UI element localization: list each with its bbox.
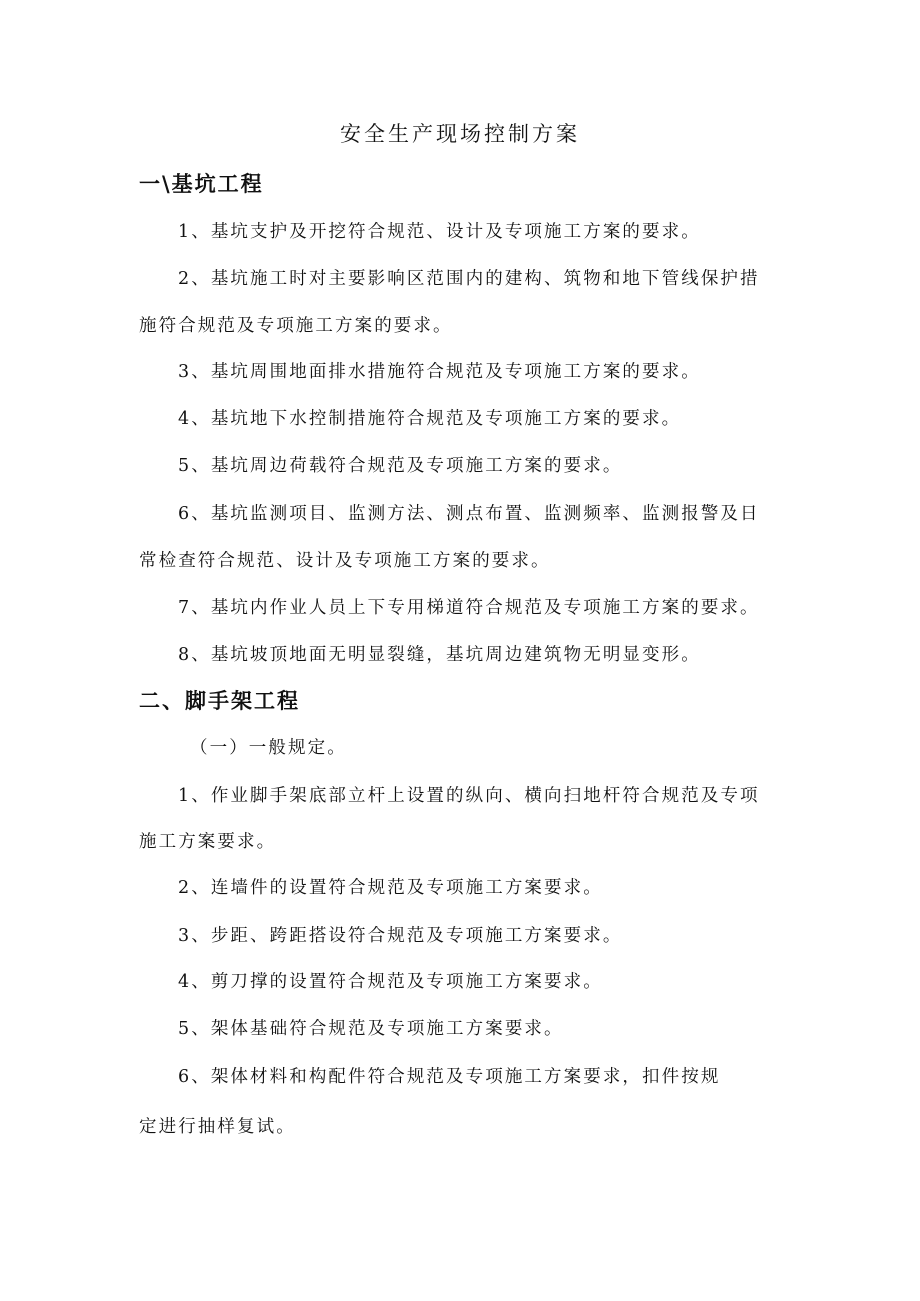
paragraph-line: 4、基坑地下水控制措施符合规范及专项施工方案的要求。 bbox=[178, 409, 682, 429]
paragraph-line: 施工方案要求。 bbox=[139, 832, 277, 852]
paragraph-line: 6、架体材料和构配件符合规范及专项施工方案要求，扣件按规 bbox=[178, 1067, 721, 1087]
paragraph-line: 8、基坑坡顶地面无明显裂缝，基坑周边建筑物无明显变形。 bbox=[178, 645, 701, 665]
paragraph-line: 常检查符合规范、设计及专项施工方案的要求。 bbox=[139, 551, 551, 571]
paragraph-line: 施符合规范及专项施工方案的要求。 bbox=[139, 316, 453, 336]
paragraph-line: 3、步距、跨距搭设符合规范及专项施工方案要求。 bbox=[178, 926, 623, 946]
paragraph-line: 6、基坑监测项目、监测方法、测点布置、监测频率、监测报警及日 bbox=[178, 504, 760, 524]
paragraph-line: 4、剪刀撑的设置符合规范及专项施工方案要求。 bbox=[178, 972, 603, 992]
section-heading-foundation-pit: 一\基坑工程 bbox=[139, 171, 264, 196]
paragraph-line: 定进行抽样复试。 bbox=[139, 1117, 296, 1137]
paragraph-line: 5、基坑周边荷载符合规范及专项施工方案的要求。 bbox=[178, 456, 623, 476]
paragraph-line: 5、架体基础符合规范及专项施工方案要求。 bbox=[178, 1019, 564, 1039]
paragraph-line: 2、基坑施工时对主要影响区范围内的建构、筑物和地下管线保护措 bbox=[178, 269, 760, 289]
subsection-heading-general: （一）一般规定。 bbox=[190, 738, 347, 758]
document-title: 安全生产现场控制方案 bbox=[340, 122, 580, 146]
paragraph-line: 7、基坑内作业人员上下专用梯道符合规范及专项施工方案的要求。 bbox=[178, 598, 760, 618]
paragraph-line: 3、基坑周围地面排水措施符合规范及专项施工方案的要求。 bbox=[178, 362, 701, 382]
paragraph-line: 2、连墙件的设置符合规范及专项施工方案要求。 bbox=[178, 878, 603, 898]
paragraph-line: 1、作业脚手架底部立杆上设置的纵向、横向扫地杆符合规范及专项 bbox=[178, 786, 760, 806]
paragraph-line: 1、基坑支护及开挖符合规范、设计及专项施工方案的要求。 bbox=[178, 222, 701, 242]
section-heading-scaffolding: 二、脚手架工程 bbox=[139, 688, 300, 713]
